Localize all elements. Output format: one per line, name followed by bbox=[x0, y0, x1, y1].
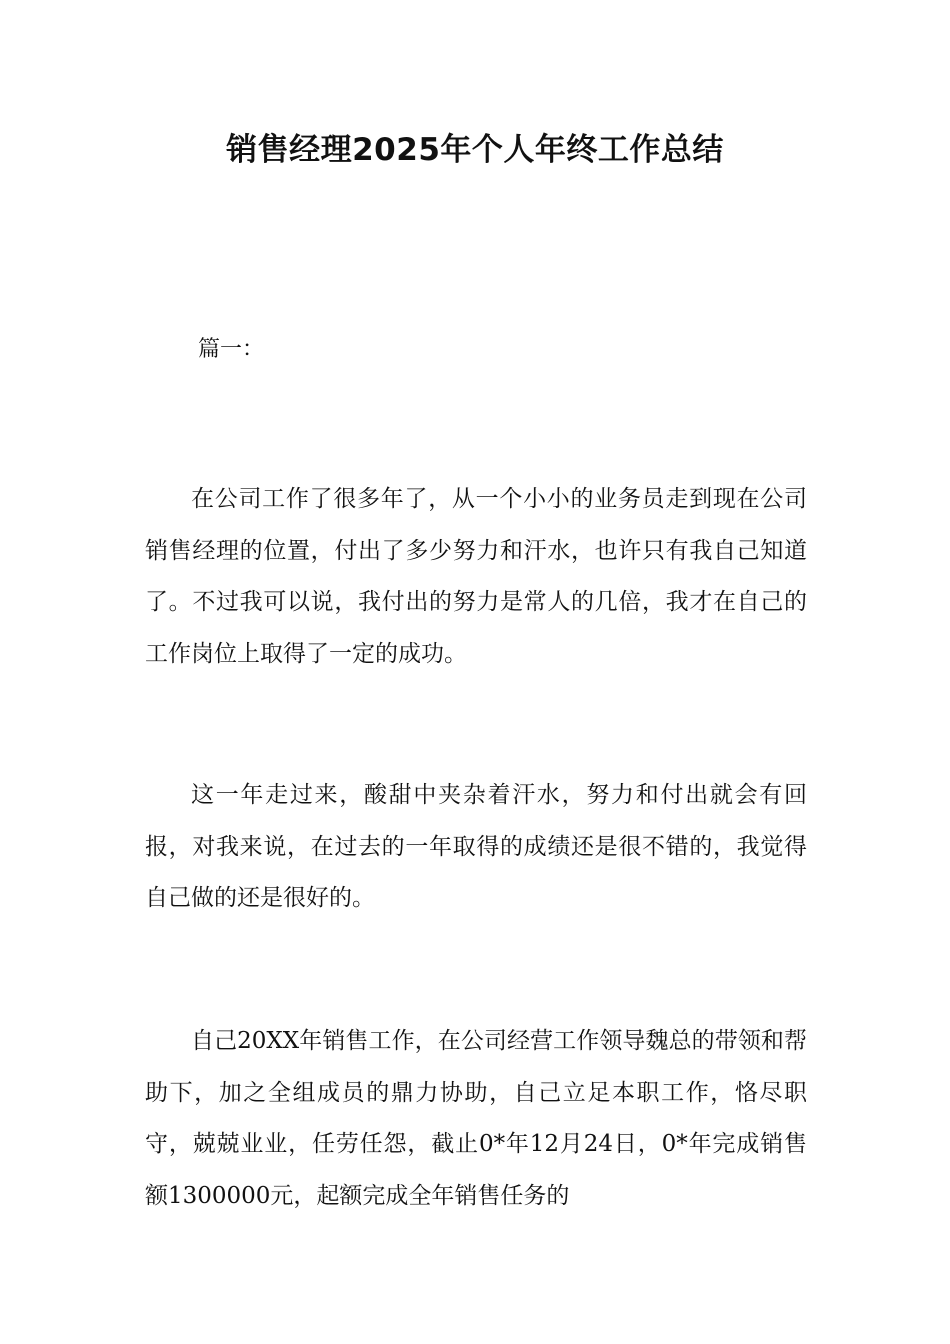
document-title: 销售经理2025年个人年终工作总结 bbox=[226, 132, 724, 168]
paragraph-1: 在公司工作了很多年了，从一个小小的业务员走到现在公司销售经理的位置，付出了多少努力和汗水，也许只有我自己知道了。不过我可以说，我付出的努力是常人的几倍，我才在自己的工作岗位上取得了一定的成功。 bbox=[145, 486, 807, 667]
paragraph-2: 这一年走过来，酸甜中夹杂着汗水，努力和付出就会有回报，对我来说，在过去的一年取得的成绩还是很不错的，我觉得自己做的还是很好的。 bbox=[145, 782, 807, 911]
section-label: 篇一： bbox=[198, 337, 265, 362]
paragraph-3: 自己20XX年销售工作，在公司经营工作领导魏总的带领和帮助下，加之全组成员的鼎力协助，自己立足本职工作，恪尽职守，兢兢业业，任劳任怨，截止0*年12月24日，0*年完成销售额1300000元，起额完成全年销售任务的 bbox=[145, 1028, 807, 1209]
